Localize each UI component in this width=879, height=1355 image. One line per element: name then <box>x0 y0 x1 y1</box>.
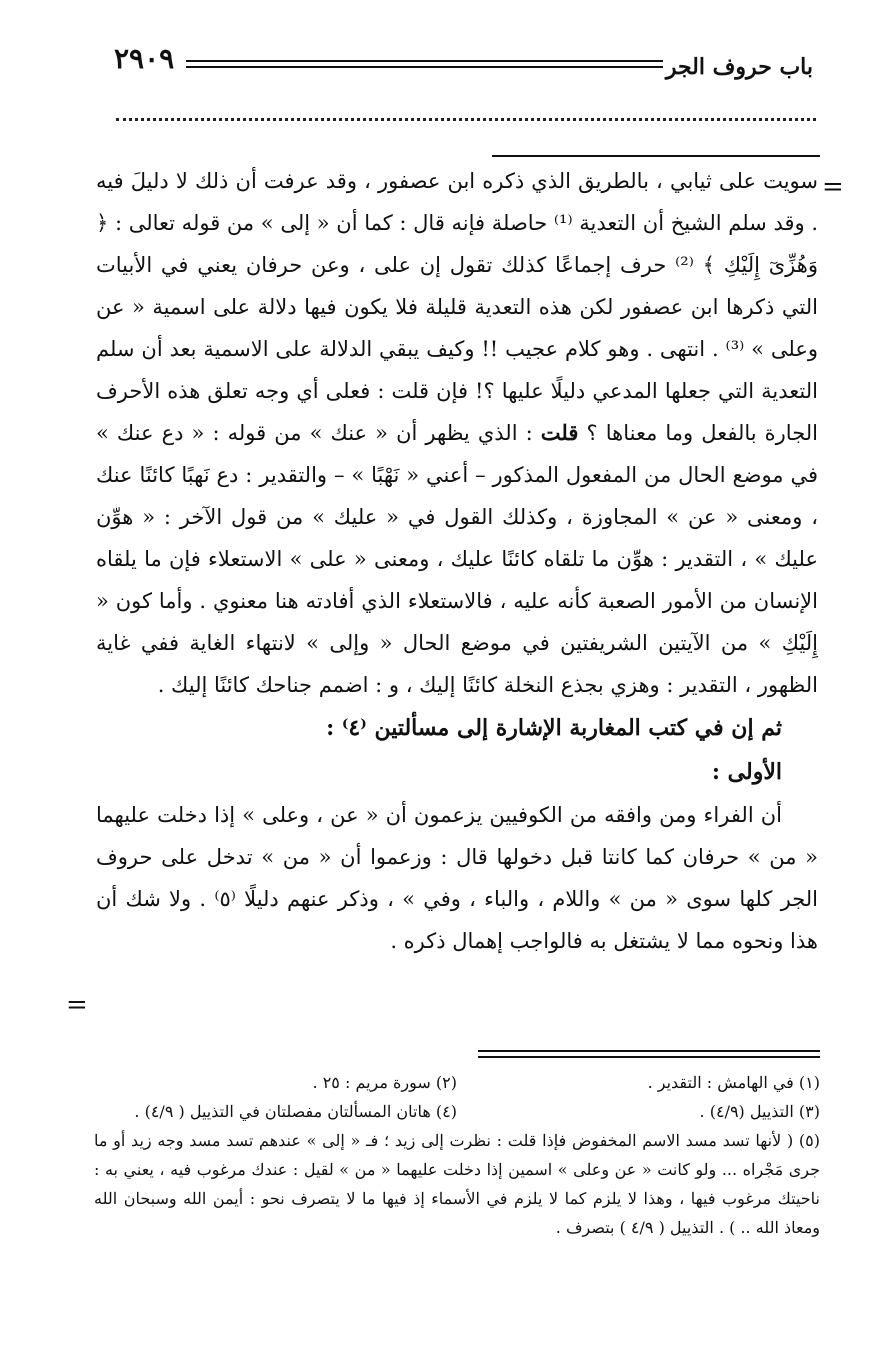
footnote: (١) في الهامش : التقدير . <box>647 1073 820 1092</box>
section-heading: ثم إن في كتب المغاربة الإشارة إلى مسألتين ⁽٤⁾ : <box>326 715 782 741</box>
main-text <box>96 160 818 962</box>
page-header <box>104 38 813 88</box>
section-rule <box>492 155 820 157</box>
chapter-title: باب حروف الجر <box>665 54 813 80</box>
paragraph: أن الفراء ومن وافقه من الكوفيين يزعمون أن « عن ، وعلى » إذا دخلت عليهما « من » حرفان كما كانتا قبل دخولها قال : وزعموا أن « من » تدخل على حروف الجر كلها سوى « من » واللام ، والباء ، وفي » ، وذكر عنهم دليلًا ⁽٥⁾ . ولا شك أن هذا ونحوه مما لا يشتغل به فالواجب إهمال ذكره . <box>96 803 819 953</box>
footnote-row <box>94 1097 820 1126</box>
footnote: (٤) هاتان المسألتان مفصلتان في التذييل ( ٤/٩) . <box>134 1102 457 1121</box>
dotted-separator <box>116 118 816 121</box>
paragraph-text: سويت على ثيابي ، بالطريق الذي ذكره ابن عصفور ، وقد عرفت أن ذلك لا دليلَ فيه . وقد سلم الشيخ أن التعدية ⁽¹⁾ حاصلة فإنه قال : كما أن « إلى » من قوله تعالى : ﴿ وَهُزِّىٓ إِلَيْكِ ﴾ ⁽²⁾ حرف إجماعًا كذلك تقول إن على ، وعن حرفان يعني في الأبيات التي ذكرها ابن عصفور لكن هذه التعدية قليلة فلا يكون فيها دلالة على اسمية « عن وعلى » ⁽³⁾ . انتهى . وهو كلام عجيب !! وكيف يبقي الدلالة على الاسمية بعد أن سلم التعدية التي جعلها المدعي دليلًا عليها ؟! فإن قلت : فعلى أي وجه تعلق هذه الأحرف الجارة بالفعل وما معناها ؟ <box>96 169 819 445</box>
footnotes <box>94 1068 820 1242</box>
header-rule <box>186 60 663 62</box>
subsection-heading: الأولى : <box>711 759 782 785</box>
footnote: (٥) ( لأنها تسد مسد الاسم المخفوض فإذا قلت : نظرت إلى زيد ؛ فـ « إلى » عندهم تسد مسد وجه زيد أو ما جرى مَجْراه ... ولو كانت « عن وعلى » اسمين إذا دخلت عليهما « من » لقيل : عندك مرغوب فيه ، يعني به : ناحيتك مرغوب فيها ، وهذا لا يلزم كما لا يلزم في الأسماء إذ فيها ما لا يتصرف نحو : أيمن الله وسبحان الله ومعاذ الله .. ) . التذييل ( ٤/٩ ) بتصرف . <box>94 1131 820 1237</box>
paragraph-text: : الذي يظهر أن « عنك » من قوله : « دع عنك » في موضع الحال من المفعول المذكور – أعني « نَهْبًا » – والتقدير : دع نَهبًا كائنًا عنك ، ومعنى « عن » المجاوزة ، وكذلك القول في « عليك » من قول الآخر : « هوِّن عليك » ، التقدير : هوِّن ما تلقاه كائنًا عليك ، ومعنى « على » الاستعلاء فإن ما يلقاه الإنسان من الأمور الصعبة كأنه عليه ، فالاستعلاء الذي أفادته هنا معنوي . وأما كون « إِلَيْكِ » من الآيتين الشريفتين في موضع الحال « وإلى » لانتهاء الغاية ففي غاية الظهور ، التقدير : وهزي بجذع النخلة كائنًا إليك ، و : اضمم جناحك كائنًا إليك . <box>96 421 818 697</box>
footnote-row <box>94 1068 820 1097</box>
bold-term: قلت <box>540 420 579 445</box>
footnote: (٣) التذييل (٤/٩) . <box>699 1102 820 1121</box>
footnote-rule <box>478 1056 820 1058</box>
footnote: (٢) سورة مريم : ٢٥ . <box>312 1073 457 1092</box>
continuation-mark: = <box>822 172 844 202</box>
footnote-rule <box>478 1050 820 1052</box>
header-rule <box>186 66 663 68</box>
page-number: ٢٩٠٩ <box>114 42 175 75</box>
continuation-mark: = <box>66 990 88 1020</box>
paragraph <box>96 160 818 706</box>
